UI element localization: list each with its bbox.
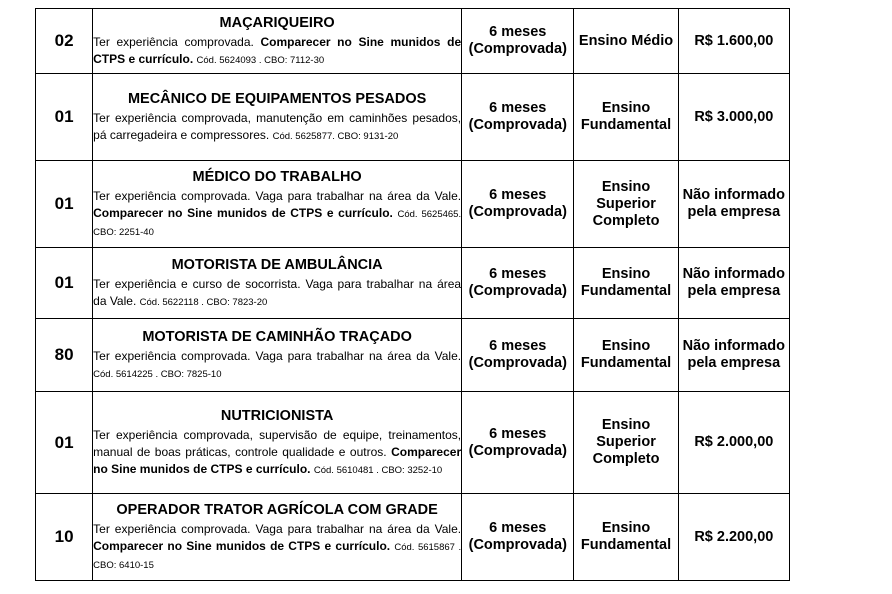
job-description-cell bbox=[93, 161, 462, 248]
job-requirements bbox=[93, 427, 461, 479]
experience-cell: 6 meses (Comprovada) bbox=[462, 161, 574, 248]
table-row bbox=[36, 9, 790, 74]
job-description-cell bbox=[93, 392, 462, 494]
vacancy-count: 01 bbox=[36, 161, 93, 248]
job-code: Cód. 5614225 . CBO: 7825-10 bbox=[93, 368, 222, 380]
job-code: Cód. 5615867 . CBO: 6410-15 bbox=[93, 541, 462, 571]
job-description-cell bbox=[93, 494, 462, 581]
salary-cell: R$ 2.200,00 bbox=[678, 494, 789, 581]
experience-cell: 6 meses (Comprovada) bbox=[462, 248, 574, 319]
education-cell: Ensino Fundamental bbox=[574, 248, 678, 319]
requirements-text: Ter experiência e curso de socorrista. Vaga para trabalhar na área da Vale. bbox=[93, 276, 462, 308]
job-title: OPERADOR TRATOR AGRÍCOLA COM GRADE bbox=[116, 501, 438, 518]
education-cell: Ensino Fundamental bbox=[574, 494, 678, 581]
requirements-text: Ter experiência comprovada, supervisão de equipe, treinamentos, manual de boas práticas, controle qualidade e outros. bbox=[93, 427, 462, 459]
job-code: Cód. 5610481 . CBO: 3252-10 bbox=[313, 464, 443, 476]
table-row bbox=[36, 248, 790, 319]
job-code: Cód. 5625877. CBO: 9131-20 bbox=[272, 130, 399, 142]
job-requirements bbox=[93, 110, 461, 145]
job-description-cell bbox=[93, 74, 462, 161]
instructions-text: Comparecer no Sine munidos de CTPS e currículo. bbox=[93, 205, 393, 220]
job-title: MOTORISTA DE CAMINHÃO TRAÇADO bbox=[142, 328, 412, 345]
instructions-text: Comparecer no Sine munidos de CTPS e currículo. bbox=[93, 538, 391, 553]
experience-cell: 6 meses (Comprovada) bbox=[462, 74, 574, 161]
job-code: Cód. 5625465. CBO: 2251-40 bbox=[93, 208, 462, 238]
job-description-cell bbox=[93, 319, 462, 392]
vacancy-count: 10 bbox=[36, 494, 93, 581]
job-requirements bbox=[93, 348, 461, 383]
salary-cell: Não informado pela empresa bbox=[678, 161, 789, 248]
table-row bbox=[36, 392, 790, 494]
instructions-text: Comparecer no Sine munidos de CTPS e currículo. bbox=[93, 34, 462, 66]
salary-cell: Não informado pela empresa bbox=[678, 248, 789, 319]
vacancy-count: 02 bbox=[36, 9, 93, 74]
requirements-text: Ter experiência comprovada. Vaga para trabalhar na área da Vale. bbox=[93, 188, 462, 203]
education-cell: Ensino Fundamental bbox=[574, 74, 678, 161]
vacancy-count: 01 bbox=[36, 248, 93, 319]
job-description-cell bbox=[93, 9, 462, 74]
education-cell: Ensino Fundamental bbox=[574, 319, 678, 392]
requirements-text: Ter experiência comprovada. Vaga para trabalhar na área da Vale. bbox=[93, 521, 462, 536]
job-title: MOTORISTA DE AMBULÂNCIA bbox=[171, 256, 383, 273]
job-requirements bbox=[93, 188, 461, 241]
job-description-cell bbox=[93, 248, 462, 319]
experience-cell: 6 meses (Comprovada) bbox=[462, 9, 574, 74]
job-title: MAÇARIQUEIRO bbox=[219, 14, 335, 31]
job-code: Cód. 5624093 . CBO: 7112-30 bbox=[196, 54, 325, 66]
education-cell: Ensino Superior Completo bbox=[574, 161, 678, 248]
table-row bbox=[36, 494, 790, 581]
job-requirements bbox=[93, 521, 461, 574]
job-title: NUTRICIONISTA bbox=[220, 407, 334, 424]
job-requirements bbox=[93, 34, 461, 69]
table-row bbox=[36, 161, 790, 248]
table-row bbox=[36, 319, 790, 392]
table-row bbox=[36, 74, 790, 161]
experience-cell: 6 meses (Comprovada) bbox=[462, 494, 574, 581]
vacancy-count: 01 bbox=[36, 74, 93, 161]
salary-cell: R$ 2.000,00 bbox=[678, 392, 789, 494]
vacancy-count: 80 bbox=[36, 319, 93, 392]
job-title: MECÂNICO DE EQUIPAMENTOS PESADOS bbox=[127, 90, 427, 107]
job-listings-table bbox=[35, 8, 790, 581]
requirements-text: Ter experiência comprovada. bbox=[93, 34, 254, 49]
job-requirements bbox=[93, 276, 461, 311]
requirements-text: Ter experiência comprovada. Vaga para trabalhar na área da Vale. bbox=[93, 348, 462, 363]
salary-cell: R$ 3.000,00 bbox=[678, 74, 789, 161]
education-cell: Ensino Superior Completo bbox=[574, 392, 678, 494]
job-title: MÉDICO DO TRABALHO bbox=[192, 168, 362, 185]
salary-cell: R$ 1.600,00 bbox=[678, 9, 789, 74]
instructions-text: Comparecer no Sine munidos de CTPS e currículo. bbox=[93, 444, 462, 476]
vacancy-count: 01 bbox=[36, 392, 93, 494]
education-cell: Ensino Médio bbox=[574, 9, 678, 74]
experience-cell: 6 meses (Comprovada) bbox=[462, 319, 574, 392]
job-code: Cód. 5622118 . CBO: 7823-20 bbox=[139, 296, 268, 308]
salary-cell: Não informado pela empresa bbox=[678, 319, 789, 392]
experience-cell: 6 meses (Comprovada) bbox=[462, 392, 574, 494]
requirements-text: Ter experiência comprovada, manutenção em caminhões pesados, pá carregadeira e compressores. bbox=[93, 110, 462, 142]
